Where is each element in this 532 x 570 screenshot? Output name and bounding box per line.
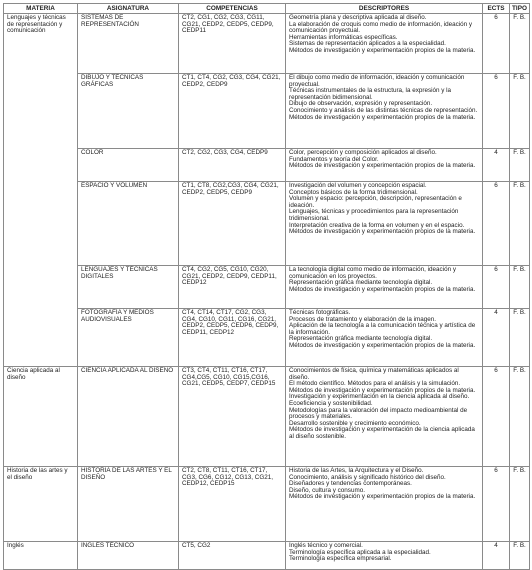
descriptor-line: Dibujo de observación, expresión y representación. (289, 100, 433, 108)
competencias-cell: CT4, CT14, CT17, CG2, CG3, CG4, CG10, CG11, CG16, CG21, CEDP2, CEDP5, CEDP6, CEDP9, CEDP11, CEDP12 (179, 309, 286, 367)
tipo-cell: F. B. (510, 542, 530, 570)
tipo-cell: F. B. (510, 74, 530, 149)
descriptor-line: Conceptos básicos de la forma tridimensional. (289, 188, 418, 196)
table-row (4, 266, 530, 309)
header-tipo: TIPO (510, 4, 530, 14)
asignatura-cell: COLOR (78, 149, 179, 182)
descriptor-line: Aplicación de la tecnología a la comunicación técnica y artística de la información. (289, 322, 476, 336)
tipo-cell: F. B. (510, 182, 530, 266)
materia-cell: Ciencia aplicada al diseño (4, 367, 78, 467)
competencias-cell: CT5, CG2 (179, 542, 286, 570)
descriptor-line: Conocimiento y análisis de las distintas técnicas de representación. (289, 106, 478, 114)
asignatura-cell: ESPACIO Y VOLUMEN (78, 182, 179, 266)
tipo-cell: F. B. (510, 367, 530, 467)
descriptor-line: Terminología específica empresarial. (289, 555, 392, 563)
descriptor-line: Investigación del volumen y concepción espacial. (289, 182, 427, 189)
asignatura-cell: INGLÉS TÉCNICO (78, 542, 179, 570)
materia-cell: Lenguajes y técnicas de representación y comunicación (4, 14, 78, 367)
competencias-cell: CT2, CG1, CG2, CG3, CG11, CG21, CEDP2, CEDP5, CEDP9, CEDP11 (179, 14, 286, 74)
asignatura-cell: DIBUJO Y TÉCNICAS GRÁFICAS (78, 74, 179, 149)
competencias-cell: CT1, CT8, CG2,CG3, CG4, CG21, CEDP2, CEDP5, CEDP9 (179, 182, 286, 266)
descriptor-line: Representación gráfica mediante tecnología digital. (289, 335, 433, 343)
descriptores-cell (286, 542, 483, 570)
tipo-cell: F. B. (510, 149, 530, 182)
descriptores-cell (286, 266, 483, 309)
table-row (4, 367, 530, 467)
descriptores-cell (286, 367, 483, 467)
descriptor-line: Conocimientos de física, química y matemáticas aplicados al diseño. (289, 367, 459, 381)
descriptor-line: Geometría plana y descriptiva aplicada al diseño. (289, 14, 427, 21)
table-row (4, 467, 530, 542)
ects-cell: 4 (483, 309, 510, 367)
descriptor-line: Procesos de tratamiento y elaboración de la imagen. (289, 315, 437, 323)
descriptor-line: Conocimiento, análisis y significado histórico del diseño. (289, 473, 446, 481)
descriptor-line: La tecnología digital como medio de información, ideación y comunicación en los proyectos. (289, 266, 456, 280)
asignatura-cell: LENGUAJES Y TÉCNICAS DIGITALES (78, 266, 179, 309)
header-row (4, 4, 530, 14)
asignatura-cell: HISTORIA DE LAS ARTES Y EL DISEÑO (78, 467, 179, 542)
materia-cell: Inglés (4, 542, 78, 570)
descriptor-line: Métodos de investigación y experimentación de la ciencia aplicada al diseño sostenible. (289, 426, 475, 440)
descriptores-cell (286, 14, 483, 74)
descriptores-cell (286, 309, 483, 367)
descriptores-cell (286, 182, 483, 266)
descriptor-line: Métodos de investigación y experimentación propios de la materia. (289, 228, 476, 236)
table-row (4, 149, 530, 182)
descriptor-line: Diseñadores y tendencias contemporáneas. (289, 480, 412, 488)
descriptor-line: La elaboración de croquis como medio de información, ideación y comunicación proyectual. (289, 20, 473, 35)
descriptor-line: Desarrollo sostenible y crecimiento económico. (289, 419, 421, 427)
competencias-cell: CT1, CT4, CG2, CG3, CG4, CG21, CEDP2, CEDP9 (179, 74, 286, 149)
descriptor-line: Inglés técnico y comercial. (289, 542, 363, 549)
competencias-cell: CT3, CT4, CT11, CT16, CT17, CG4,CG5, CG10, CG15,CG16, CG21, CEDP5, CEDP7, CEDP15 (179, 367, 286, 467)
table-row (4, 309, 530, 367)
descriptor-line: Fundamentos y teoría del Color. (289, 155, 379, 163)
header-materia: MATERIA (4, 4, 78, 14)
tipo-cell: F. B. (510, 14, 530, 74)
descriptor-line: Métodos de investigación y experimentación propios de la materia. (289, 493, 476, 501)
header-ects: ECTS (483, 4, 510, 14)
descriptor-line: Métodos de investigación y experimentación propios de la materia. (289, 46, 476, 54)
subjects-table (3, 3, 530, 570)
descriptores-cell (286, 74, 483, 149)
table-row (4, 182, 530, 266)
table-row (4, 74, 530, 149)
descriptor-line: Metodologías para la valoración del impacto medioambiental de procesos y materiales. (289, 406, 468, 421)
ects-cell: 6 (483, 74, 510, 149)
descriptor-line: Color, percepción y composición aplicados al diseño. (289, 149, 437, 156)
descriptores-cell (286, 149, 483, 182)
ects-cell: 6 (483, 367, 510, 467)
ects-cell: 6 (483, 14, 510, 74)
ects-cell: 4 (483, 542, 510, 570)
descriptor-line: El método científico. Métodos para el análisis y la simulación. Métodos de investigación y experimentación propios de la materia. (289, 380, 476, 394)
competencias-cell: CT4, CG2, CG5, CG10, CG20, CG21, CEDP2, CEDP9, CEDP11, CEDP12 (179, 266, 286, 309)
header-competencias: COMPETENCIAS (179, 4, 286, 14)
descriptor-line: Interpretación creativa de la forma en volumen y en el espacio. (289, 221, 465, 229)
descriptor-line: Terminología específica aplicada a la especialidad. (289, 548, 431, 556)
descriptor-line: Métodos de investigación y experimentación propios de la materia. (289, 341, 476, 349)
ects-cell: 6 (483, 467, 510, 542)
descriptor-line: Ecoeficiencia y sostenibilidad. (289, 399, 373, 407)
descriptor-line: Diseño, cultura y consumo. (289, 486, 365, 494)
tipo-cell: F. B. (510, 467, 530, 542)
descriptor-line: Investigación y experimentación en la ciencia aplicada al diseño. (289, 393, 470, 401)
descriptor-line: Métodos de investigación y experimentación propios de la materia. (289, 113, 476, 121)
ects-cell: 6 (483, 182, 510, 266)
asignatura-cell: SISTEMAS DE REPRESENTACIÓN (78, 14, 179, 74)
descriptor-line: Técnicas fotográficas. (289, 309, 351, 316)
descriptor-line: Volumen y espacio: percepción, descripción, representación e ideación. (289, 195, 462, 209)
descriptor-line: El dibujo como medio de información, ideación y comunicación proyectual. (289, 74, 465, 88)
descriptor-line: Sistemas de representación aplicados a la especialidad. (289, 40, 446, 48)
descriptor-line: Representación gráfica mediante tecnología digital. (289, 279, 433, 287)
descriptores-cell (286, 467, 483, 542)
descriptor-line: Técnicas instrumentales de la estructura, la expresión y la representación bidimensional. (289, 87, 452, 101)
tipo-cell: F. B. (510, 266, 530, 309)
tipo-cell: F. B. (510, 309, 530, 367)
asignatura-cell: FOTOGRAFÍA Y MEDIOS AUDIOVISUALES (78, 309, 179, 367)
header-asignatura: ASIGNATURA (78, 4, 179, 14)
materia-cell: Historia de las artes y el diseño (4, 467, 78, 542)
asignatura-cell: CIENCIA APLICADA AL DISEÑO (78, 367, 179, 467)
descriptor-line: Métodos de investigación y experimentación propios de la materia. (289, 285, 476, 293)
table-row (4, 542, 530, 570)
table-row (4, 14, 530, 74)
competencias-cell: CT2, CT8, CT11, CT16, CT17, CG3, CG6, CG12, CG13, CG21, CEDP12, CEDP15 (179, 467, 286, 542)
header-descriptores: DESCRIPTORES (286, 4, 483, 14)
ects-cell: 4 (483, 149, 510, 182)
descriptor-line: Lenguajes, técnicas y procedimientos para la representación tridimensional. (289, 208, 459, 222)
competencias-cell: CT2, CG2, CG3, CG4, CEDP9 (179, 149, 286, 182)
ects-cell: 6 (483, 266, 510, 309)
descriptor-line: Métodos de investigación y experimentación propios de la materia. (289, 162, 476, 170)
descriptor-line: Historia de las Artes, la Arquitectura y el Diseño. (289, 467, 424, 474)
descriptor-line: Herramientas informáticas específicas. (289, 33, 398, 41)
